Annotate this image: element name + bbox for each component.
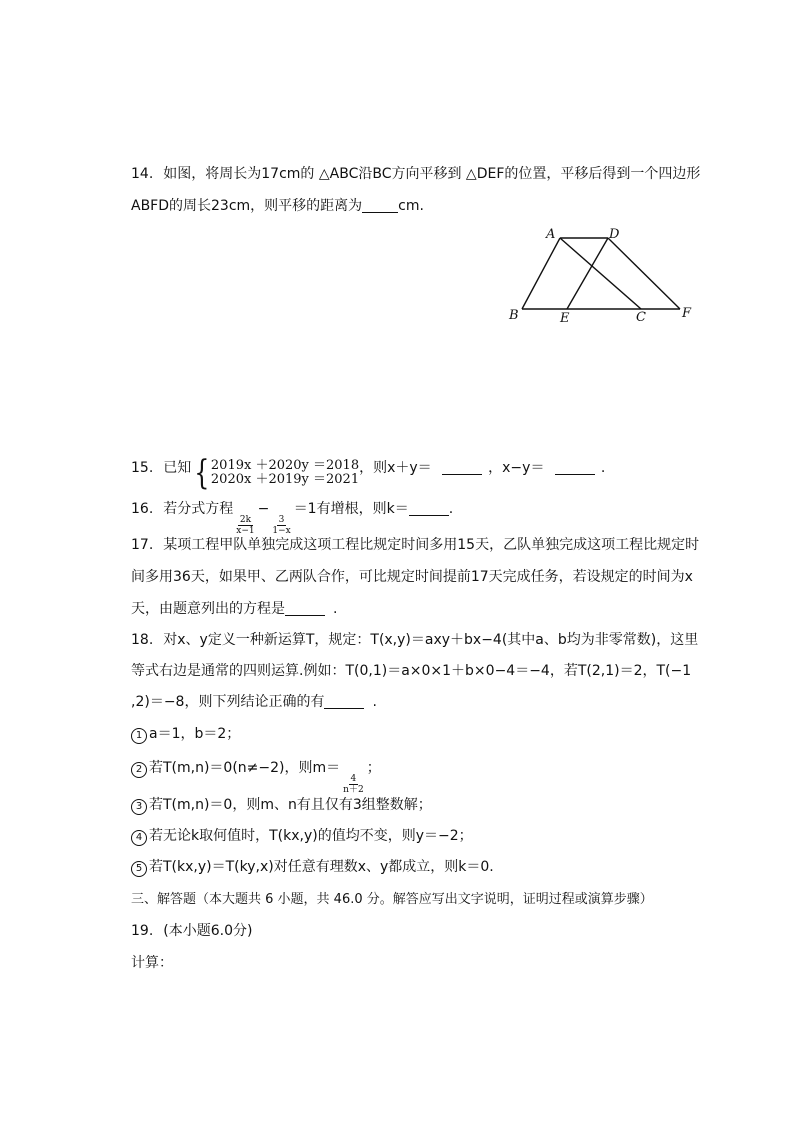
label-b: B <box>509 308 519 323</box>
q19-text: (本小题6.0分) <box>163 923 253 939</box>
q18-text-line1: 对x、y定义一种新运算T，规定：T(x,y)＝axy＋bx−4(其中a、b均为非零常数)，这里 <box>163 632 699 648</box>
segment-df <box>608 238 680 309</box>
q18-blank <box>324 694 364 709</box>
q14-text-unit: cm. <box>398 198 424 214</box>
section-heading: 三、解答题（本大题共 6 小题，共 46.0 分。解答应写出文字说明，证明过程或演算步骤） <box>131 892 653 907</box>
q14-text-line1: 如图，将周长为17cm的 △ABC沿BC方向平移到 △DEF的位置，平移后得到一个四边形 <box>163 166 701 182</box>
circled-number-icon: 4 <box>131 830 147 846</box>
fraction-1: $\frac{2k}{x-1}$ <box>236 515 255 536</box>
segment-ac <box>560 238 641 309</box>
segment-ab <box>522 238 560 309</box>
label-d: D <box>609 227 620 242</box>
q18-option-2: 2 若T(m,n)＝0(n≠−2)，则m＝ $\frac{4}{n+2}$ ； <box>131 758 381 795</box>
q15-blank-1 <box>442 460 482 475</box>
q19-line <box>131 921 252 941</box>
q15-end: . <box>600 460 606 476</box>
q18-option-3: 3 若T(m,n)＝0，则m、n有且仅有3组整数解； <box>131 795 432 815</box>
label-a: A <box>546 227 556 242</box>
q15-line <box>131 453 606 493</box>
equation-system <box>191 453 360 493</box>
q17-blank <box>285 601 325 616</box>
brace-icon: { <box>194 453 210 493</box>
circled-number-icon: 5 <box>131 861 147 877</box>
q14-text-line2: ABFD的周长23cm，则平移的距离为 <box>131 198 363 214</box>
fraction-2: $\frac{3}{1-x}$ <box>272 515 291 536</box>
q17-text-line2: 间多用36天，如果甲、乙两队合作，可比规定时间提前17天完成任务，若设规定的时间为x <box>131 569 693 585</box>
q16-blank <box>409 501 449 516</box>
q15-mid1: ，则x＋y＝ <box>359 460 432 476</box>
equation-1: 2019x ＋2020y ＝2018 <box>210 458 360 473</box>
circled-number-icon: 3 <box>131 799 147 815</box>
equation-2: 2020x ＋2019y ＝2021 <box>210 472 360 487</box>
q17-line1 <box>131 535 699 555</box>
q14-answer-blank <box>362 198 398 213</box>
q18-option-5: 5 若T(kx,y)＝T(ky,x)对任意有理数x、y都成立，则k＝0. <box>131 857 494 877</box>
q18-line3: ,2)＝−8，则下列结论正确的有 . <box>131 694 377 710</box>
fraction-option-2: $\frac{4}{n+2}$ <box>343 774 364 795</box>
q18-number: 18. <box>131 632 154 648</box>
q18-option-4: 4 若无论k取何值时，T(kx,y)的值均不变，则y＝−2； <box>131 826 473 846</box>
q15-mid2: ，x−y＝ <box>488 460 545 476</box>
label-c: C <box>636 310 646 325</box>
q16-end: . <box>448 501 454 517</box>
q19-calc-label: 计算： <box>131 955 173 971</box>
q17-text-line3: 天，由题意列出的方程是 <box>131 601 285 617</box>
q16-post: ＝1有增根，则k＝ <box>293 501 409 517</box>
q15-blank-2 <box>555 460 595 475</box>
q14-line1 <box>131 164 700 184</box>
q18-line1 <box>131 630 698 650</box>
q16-number: 16. <box>131 501 154 517</box>
label-f: F <box>682 306 692 321</box>
translation-figure <box>505 225 705 335</box>
q14-number: 14. <box>131 166 154 182</box>
q17-line2 <box>131 567 693 587</box>
q18-option-1: 1 a＝1，b＝2； <box>131 724 240 744</box>
q18-text-line3: ,2)＝−8，则下列结论正确的有 <box>131 694 325 710</box>
q17-text-line1: 某项工程甲队单独完成这项工程比规定时间多用15天，乙队单独完成这项工程比规定时 <box>163 537 700 553</box>
q15-number: 15. <box>131 460 154 476</box>
q18-text-line2: 等式右边是通常的四则运算.例如：T(0,1)＝a×0×1＋b×0−4＝−4，若T(2,1)＝2，T(−1 <box>131 663 692 679</box>
q16-pre: 若分式方程 <box>163 501 234 517</box>
q17-line3: 天，由题意列出的方程是 . <box>131 601 338 617</box>
q15-pre: 已知 <box>163 460 192 476</box>
label-e: E <box>560 311 570 326</box>
circled-number-icon: 1 <box>131 728 147 744</box>
q16-line: 16. 若分式方程 $\frac{2k}{x-1}$ − $\frac{3}{1-x}$ ＝1有增根，则k＝ . <box>131 501 454 536</box>
circled-number-icon: 2 <box>131 762 147 778</box>
q19-number: 19. <box>131 923 154 939</box>
q17-number: 17. <box>131 537 154 553</box>
q18-line2 <box>131 661 691 681</box>
q14-line2 <box>131 196 424 216</box>
